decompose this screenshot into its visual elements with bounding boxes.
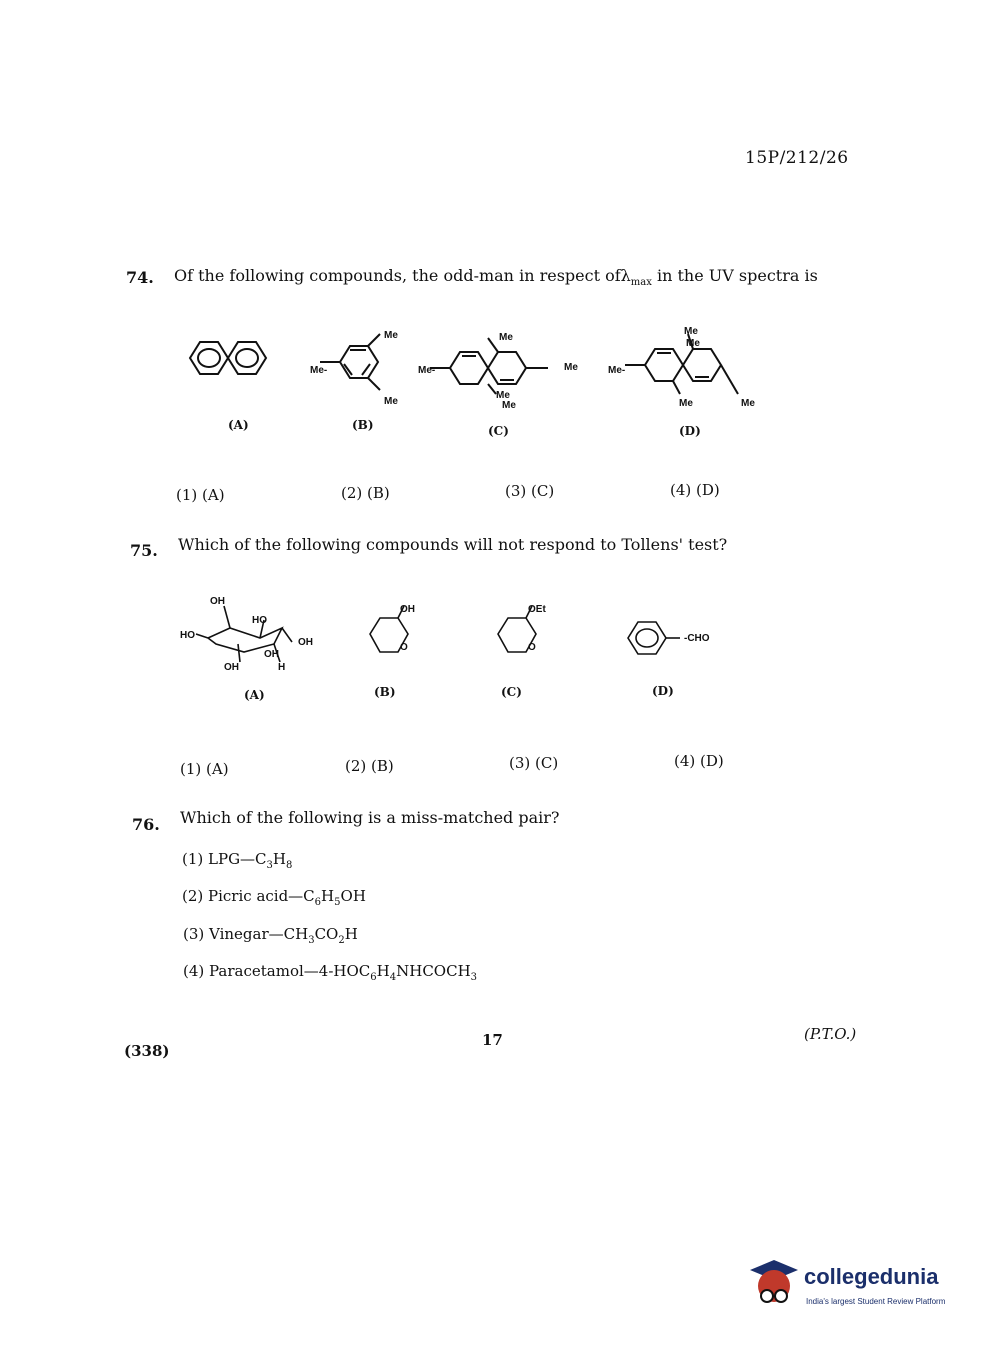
lambda-subscript: max: [630, 277, 652, 289]
question-74-text-post: in the UV spectra is: [656, 266, 818, 285]
question-75-structures: [180, 590, 740, 680]
q76-opt4-sub3: 3: [470, 972, 478, 983]
structure-d-benzaldehyde: [628, 622, 680, 654]
acetal-ring-o: O: [528, 642, 536, 653]
q76-opt4-mid: H: [376, 962, 390, 980]
sub-c-me-left: Me-: [418, 365, 436, 376]
sub-c-me-right: Me: [564, 362, 578, 373]
question-75-number: 75.: [130, 541, 158, 560]
structure-a-biphenyl: [190, 342, 266, 374]
hemiacetal-ring-o: O: [400, 642, 408, 653]
q76-opt2-tail: OH: [340, 887, 366, 905]
q76-option-3[interactable]: [183, 925, 358, 946]
q76-option-2[interactable]: [182, 887, 366, 908]
q76-opt4-sub1: 6: [370, 972, 377, 983]
q75-option-3[interactable]: (3) (C): [509, 754, 559, 772]
q76-opt2-prefix: (2) Picric acid—C: [182, 887, 315, 905]
collegedunia-logo-text: collegedunia: [804, 1264, 939, 1289]
sub-c-me-top: Me: [499, 332, 513, 343]
pto-label: (P.T.O.): [804, 1025, 857, 1043]
q76-opt1-mid: H: [272, 850, 286, 868]
q75-option-2[interactable]: (2) (B): [345, 757, 394, 775]
sub-d-me-left: Me-: [608, 365, 626, 376]
glucose-ch2oh: OH: [210, 596, 225, 607]
q75-label-c: (C): [501, 685, 522, 699]
q76-opt3-sub1: 3: [308, 935, 315, 946]
question-76-text: Which of the following is a miss-matched pair?: [180, 808, 560, 827]
question-74-text-pre: Of the following compounds, the odd-man in respect of: [174, 266, 621, 285]
glucose-oh-anomeric: OH: [298, 637, 313, 648]
glucose-oh-3: OH: [264, 649, 279, 660]
page-number: 17: [482, 1031, 503, 1049]
sub-c-me-bottom-2: Me: [502, 400, 516, 411]
sub-b-me-left: Me-: [310, 365, 328, 376]
q76-option-1[interactable]: [182, 850, 292, 871]
q75-option-1[interactable]: (1) (A): [180, 760, 229, 778]
q76-opt2-sub2: 5: [334, 897, 341, 908]
q74-option-1[interactable]: (1) (A): [176, 486, 225, 504]
q76-opt4-tail: NHCOCH: [396, 962, 471, 980]
q74-option-2[interactable]: (2) (B): [341, 484, 390, 502]
sub-b-me-bottom: Me: [384, 396, 398, 407]
glucose-ho: HO: [180, 630, 195, 641]
sub-b-me-top: Me: [384, 330, 398, 341]
q75-label-b: (B): [374, 685, 396, 699]
structure-c-tetramethylbiphenyl: [430, 338, 548, 394]
q76-opt4-sub2: 4: [389, 972, 397, 983]
q75-label-d: (D): [652, 684, 674, 698]
q74-option-3[interactable]: (3) (C): [505, 482, 555, 500]
q76-opt2-sub1: 6: [314, 897, 322, 908]
q74-label-c: (C): [488, 424, 509, 438]
q74-option-4[interactable]: (4) (D): [670, 481, 720, 499]
q76-opt1-sub2: 8: [286, 860, 293, 871]
collegedunia-tagline: India's largest Student Review Platform: [806, 1297, 946, 1306]
q76-opt1-sub1: 3: [266, 860, 273, 871]
question-74-text: [174, 266, 818, 288]
q76-opt3-prefix: (3) Vinegar—CH: [183, 925, 309, 943]
question-76-number: 76.: [132, 815, 160, 834]
benzaldehyde-cho: -CHO: [684, 633, 710, 644]
q74-label-a: (A): [228, 418, 249, 432]
sub-d-me-right: Me: [741, 398, 755, 409]
q76-option-4[interactable]: [183, 962, 477, 983]
glucose-oh-bottom: OH: [224, 662, 239, 673]
q75-label-a: (A): [244, 688, 265, 702]
glucose-ho-2: HO: [252, 615, 267, 626]
q76-opt4-prefix: (4) Paracetamol—4-HOC: [183, 962, 371, 980]
q75-option-4[interactable]: (4) (D): [674, 752, 724, 770]
q74-label-d: (D): [679, 424, 701, 438]
q76-opt1-prefix: (1) LPG—C: [182, 850, 267, 868]
acetal-oet: OEt: [528, 604, 546, 615]
question-75-text: Which of the following compounds will not respond to Tollens' test?: [178, 535, 728, 554]
collegedunia-logo-icon: [744, 1252, 800, 1308]
sub-c-me-bottom-1: Me: [496, 390, 510, 401]
sub-d-me-bottom: Me: [679, 398, 693, 409]
q76-opt3-mid: CO: [314, 925, 339, 943]
question-74-number: 74.: [126, 268, 154, 287]
q74-label-b: (B): [352, 418, 374, 432]
hemiacetal-oh: OH: [400, 604, 415, 615]
structure-d-tetramethylbiphenyl: [625, 334, 738, 394]
q76-opt3-sub2: 2: [338, 935, 345, 946]
q76-opt3-tail: H: [344, 925, 358, 943]
glucose-h: H: [278, 662, 286, 673]
lambda-symbol: λ: [620, 266, 631, 285]
footer-code: (338): [124, 1042, 170, 1060]
paper-code: 15P/212/26: [745, 148, 849, 168]
sub-d-me-top-1: Me: [684, 326, 698, 337]
structure-b-mesitylene: [320, 334, 380, 390]
q76-opt2-mid: H: [321, 887, 335, 905]
sub-d-me-top-2: Me: [686, 338, 700, 349]
